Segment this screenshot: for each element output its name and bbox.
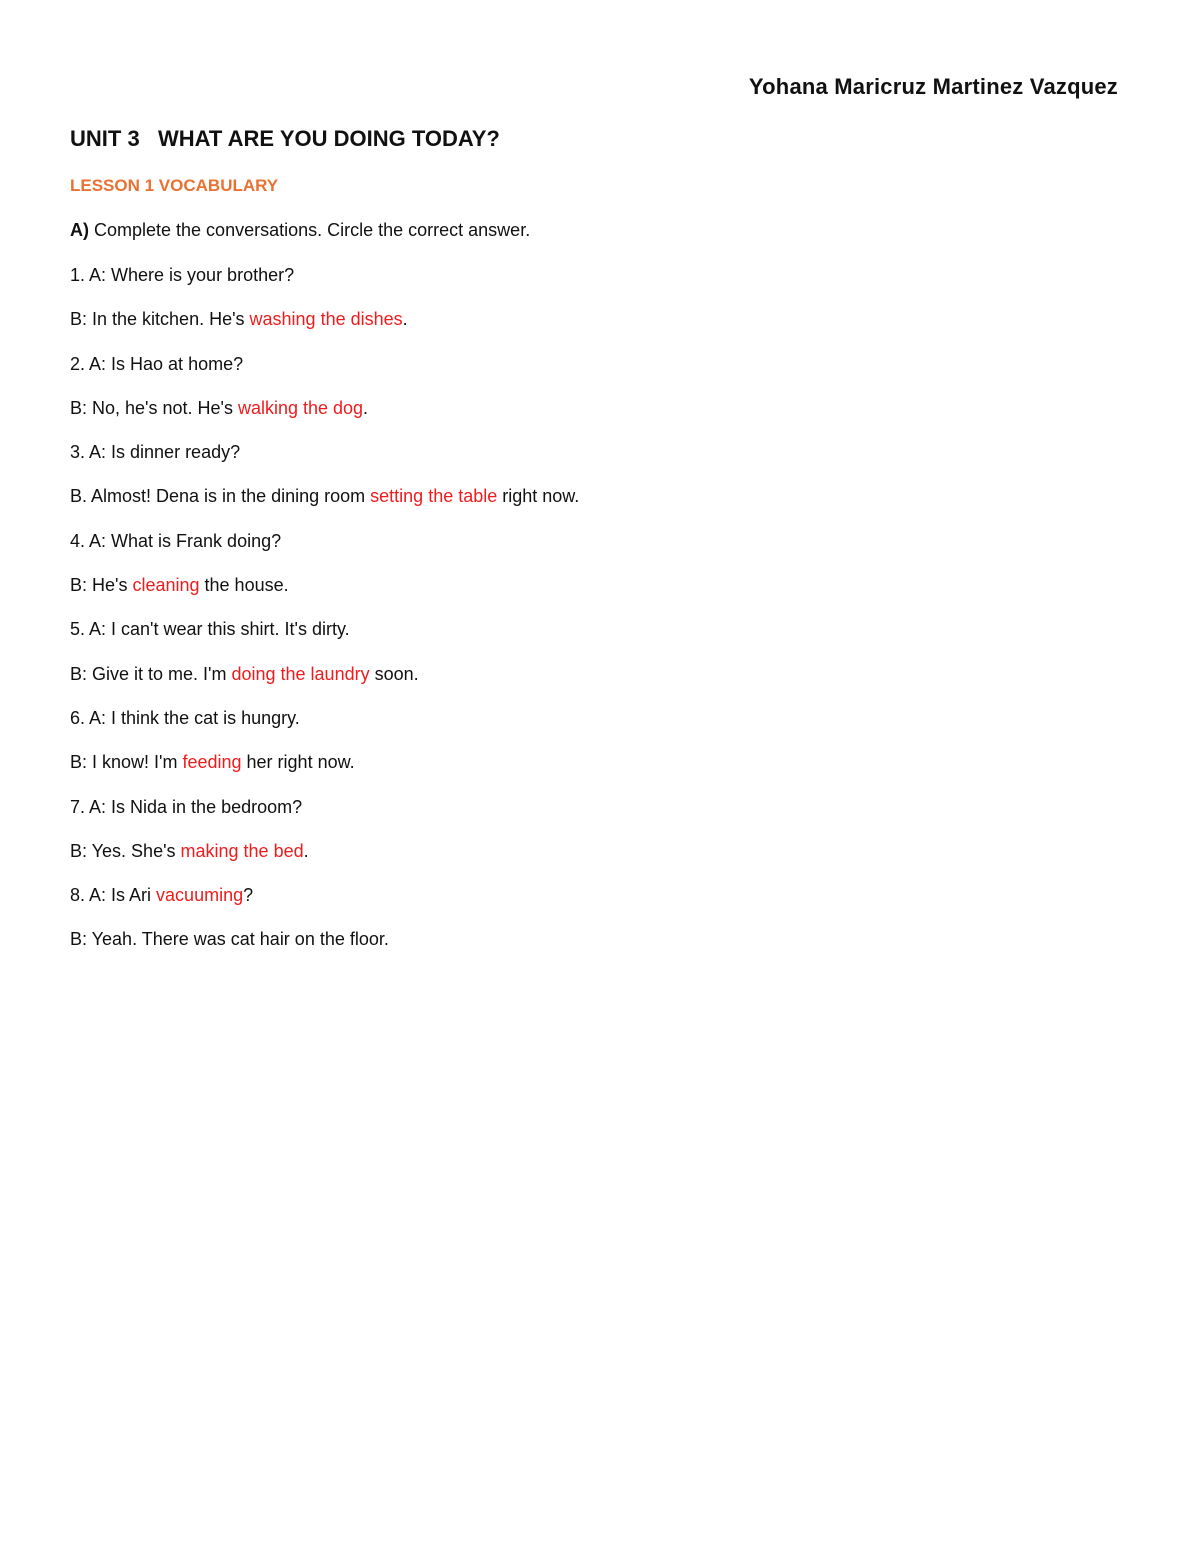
line-text-end: the house. [199,575,289,596]
conversation-line [70,574,579,618]
answer-text: washing the dishes [249,309,403,330]
conversation-line [70,928,579,972]
exercise-instruction [70,220,530,241]
answer-text: feeding [182,752,242,773]
line-text-end: her right now. [241,752,355,773]
conversation-line [70,707,579,751]
conversation-list [70,264,579,973]
line-text: B: Give it to me. I'm [70,663,232,684]
conversation-line [70,796,579,840]
line-text: B: I know! I'm [70,752,183,773]
line-text: B: Yes. She's [70,840,181,861]
line-text: B: In the kitchen. He's [70,309,250,330]
conversation-line [70,663,579,707]
answer-text: doing the laundry [231,663,370,684]
line-text: 6. A: I think the cat is hungry. [70,707,300,728]
conversation-line [70,308,579,352]
answer-text: setting the table [370,486,498,507]
instruction-text: Complete the conversations. Circle the correct answer. [89,220,531,240]
line-text-end: ? [243,885,254,906]
conversation-line [70,618,579,662]
conversation-line [70,441,579,485]
answer-text: cleaning [132,575,200,596]
line-text-end: . [303,840,309,861]
line-text: 7. A: Is Nida in the bedroom? [70,796,303,817]
line-text: 2. A: Is Hao at home? [70,353,244,374]
conversation-line [70,751,579,795]
line-text: 5. A: I can't wear this shirt. It's dirty. [70,619,350,640]
author-name: Yohana Maricruz Martinez Vazquez [748,74,1118,99]
answer-text: walking the dog [237,397,364,418]
line-text: 3. A: Is dinner ready? [70,442,241,463]
line-text: B. Almost! Dena is in the dining room [70,486,371,507]
lesson-title: LESSON 1 VOCABULARY [70,176,279,195]
line-text-end: right now. [497,486,580,507]
conversation-line [70,397,579,441]
conversation-line [70,530,579,574]
line-text: B: He's [70,575,133,596]
conversation-line [70,353,579,397]
conversation-line [70,485,579,529]
line-text: 8. A: Is Ari [70,885,157,906]
line-text: 1. A: Where is your brother? [70,265,295,285]
answer-text: vacuuming [156,885,244,906]
line-text-end: . [363,397,369,418]
line-text-end: soon. [369,663,419,684]
line-text-end: . [402,309,408,330]
conversation-line [70,884,579,928]
conversation-line [70,264,579,308]
line-text: B: No, he's not. He's [70,397,238,418]
answer-text: making the bed [180,840,304,861]
exercise-letter: A) [70,220,89,240]
line-text: B: Yeah. There was cat hair on the floor. [70,929,389,950]
line-text: 4. A: What is Frank doing? [70,530,282,551]
conversation-line [70,840,579,884]
unit-title: UNIT 3 WHAT ARE YOU DOING TODAY? [70,126,500,151]
